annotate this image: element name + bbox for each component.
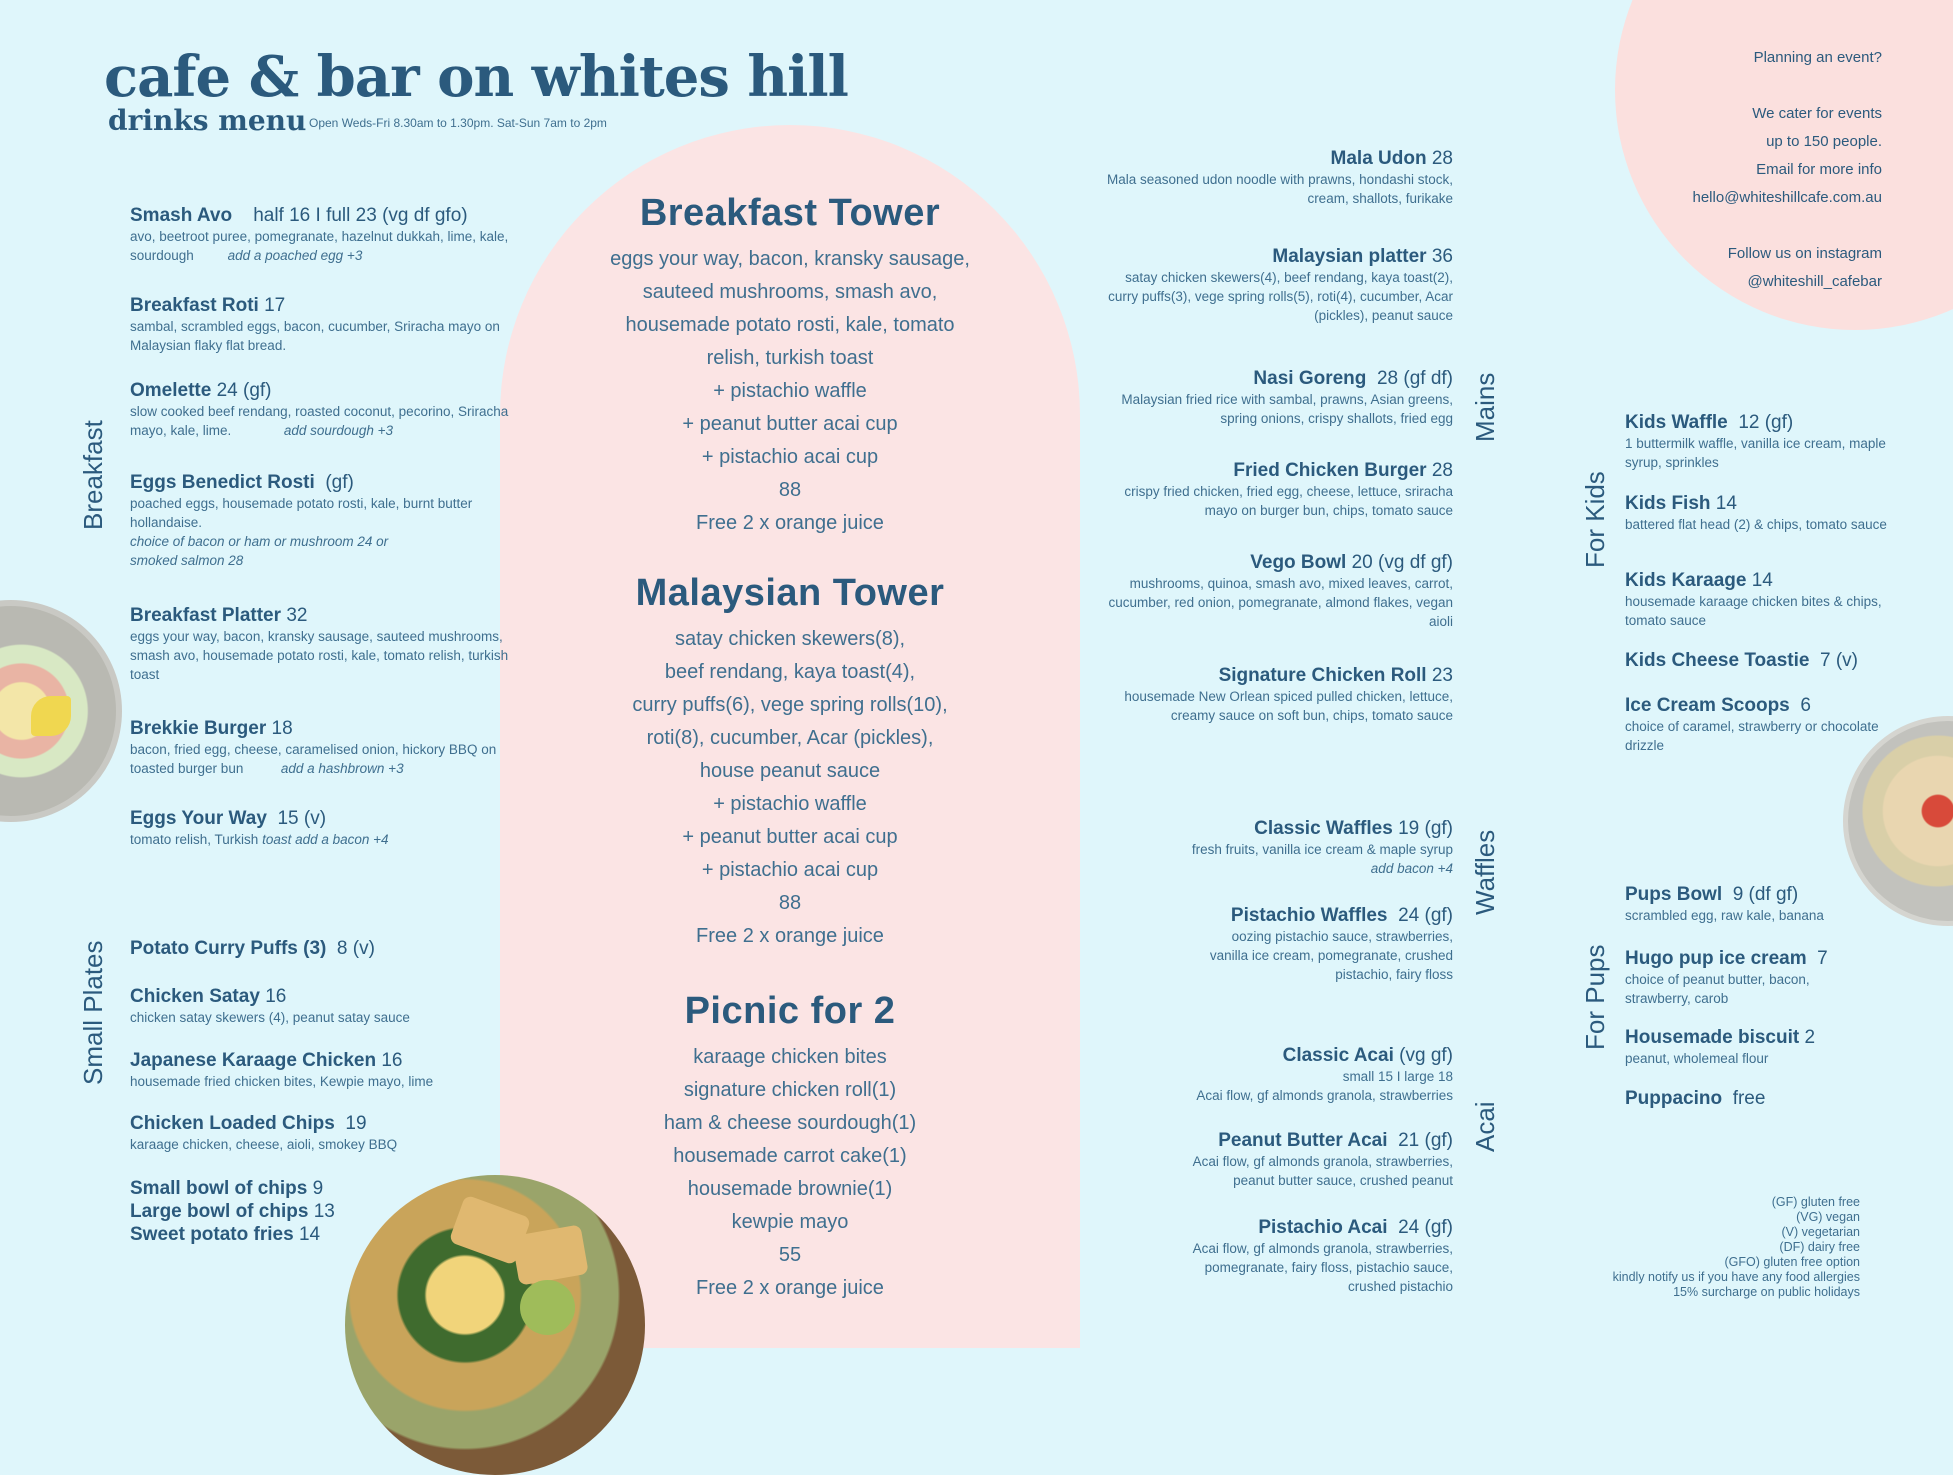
item-desc: housemade fried chicken bites, Kewpie mayo, lime: [130, 1074, 434, 1089]
item-note: add sourdough +3: [283, 423, 394, 438]
item-desc: crispy fried chicken, fried egg, cheese, lettuce, sriracha mayo on burger bun, chips, tomato sauce: [1124, 484, 1453, 518]
breakfast-tower: [515, 192, 1065, 540]
tower-line: sauteed mushrooms, smash avo,: [642, 281, 938, 303]
item-price: 7: [1817, 948, 1828, 969]
menu-item: [1625, 1027, 1875, 1068]
tower-line: Free 2 x orange juice: [696, 1277, 884, 1299]
tower-line: relish, turkish toast: [706, 347, 874, 369]
tower-price: 88: [778, 479, 802, 501]
item-price: 24 (gf): [1398, 1217, 1453, 1238]
item-name: Potato Curry Puffs (3): [130, 938, 327, 959]
item-name: Kids Karaage: [1625, 570, 1747, 591]
menu-item-group: [130, 1177, 510, 1246]
tower-lines: [515, 1041, 1065, 1305]
item-name: Omelette: [130, 380, 212, 401]
item-price: 14: [1715, 493, 1737, 514]
tower-line: + pistachio acai cup: [701, 859, 879, 881]
event-line: We cater for events: [1752, 105, 1882, 122]
item-price: 28: [1431, 148, 1453, 169]
malaysian-tower: [515, 572, 1065, 953]
menu-item: [1093, 1217, 1453, 1296]
menu-item: [130, 295, 510, 355]
menu-item: [130, 605, 510, 684]
breakfast-plate-photo: [0, 600, 122, 822]
menu-item: [130, 938, 510, 960]
event-line: up to 150 people.: [1766, 133, 1882, 150]
item-desc: satay chicken skewers(4), beef rendang, kaya toast(2), curry puffs(3), vege spring rolls(5), roti(4), cucumber, Acar (pickles), peanut sauce: [1108, 270, 1453, 323]
item-name: Puppacino: [1625, 1088, 1723, 1109]
tower-price: 88: [778, 892, 802, 914]
menu-item: [1625, 1088, 1875, 1110]
tower-line: + pistachio waffle: [713, 793, 867, 815]
legend-line: (VG) vegan: [1796, 1210, 1860, 1224]
item-price: 13: [313, 1201, 335, 1222]
tower-line: Free 2 x orange juice: [696, 512, 884, 534]
tower-title: Picnic for 2: [684, 990, 896, 1032]
tower-line: ham & cheese sourdough(1): [663, 1112, 917, 1134]
item-name: Peanut Butter Acai: [1218, 1130, 1388, 1151]
event-line: Follow us on instagram: [1727, 245, 1882, 262]
item-price: 16: [381, 1050, 403, 1071]
menu-subtitle: drinks menu: [108, 104, 307, 137]
item-desc: chicken satay skewers (4), peanut satay sauce: [130, 1010, 410, 1025]
section-label-for-pups: For Pups: [1580, 944, 1610, 1050]
section-label-acai: Acai: [1470, 1101, 1500, 1152]
menu-item: [1093, 818, 1453, 878]
item-note: add bacon +4: [1370, 861, 1453, 876]
item-price: 24 (gf): [216, 380, 272, 401]
item-price: 7 (v): [1820, 650, 1858, 671]
item-note: choice of bacon or ham or mushroom 24 or smoked salmon 28: [130, 534, 389, 568]
item-name: Sweet potato fries: [130, 1224, 294, 1245]
tower-line: satay chicken skewers(8),: [674, 628, 906, 650]
item-name: Classic Acai: [1282, 1045, 1394, 1066]
menu-item: [1625, 884, 1875, 925]
item-price: 28: [1431, 460, 1453, 481]
menu-item: [1093, 246, 1453, 325]
item-price: 19 (gf): [1398, 818, 1453, 839]
menu-item: [1093, 148, 1453, 208]
tower-line: + pistachio acai cup: [701, 446, 879, 468]
dietary-legend: [1560, 1195, 1860, 1300]
item-name: Eggs Your Way: [130, 808, 267, 829]
opening-hours: Open Weds-Fri 8.30am to 1.30pm. Sat-Sun 7am to 2pm: [309, 116, 607, 130]
menu-item: [1093, 368, 1453, 428]
event-info: [1600, 44, 1882, 296]
tower-line: + peanut butter acai cup: [682, 826, 898, 848]
item-name: Smash Avo: [130, 205, 233, 226]
item-price: 36: [1431, 246, 1453, 267]
item-desc: housemade New Orlean spiced pulled chicken, lettuce, creamy sauce on soft bun, chips, tomato sauce: [1124, 689, 1453, 723]
menu-item: [130, 472, 510, 570]
tower-title: Malaysian Tower: [635, 572, 945, 614]
item-desc: mushrooms, quinoa, smash avo, mixed leaves, carrot, cucumber, red onion, pomegranate, almond flakes, vegan aioli: [1108, 576, 1453, 629]
tower-line: roti(8), cucumber, Acar (pickles),: [646, 727, 934, 749]
tower-lines: [515, 623, 1065, 953]
menu-item: [1093, 665, 1453, 725]
item-price: 24 (gf): [1398, 905, 1453, 926]
item-desc: Acai flow, gf almonds granola, strawberries, peanut butter sauce, crushed peanut: [1192, 1154, 1453, 1188]
item-name: Kids Cheese Toastie: [1625, 650, 1810, 671]
menu-item: [1093, 905, 1453, 984]
menu-item: [1625, 650, 1895, 672]
tower-line: karaage chicken bites: [693, 1046, 887, 1068]
section-label-for-kids: For Kids: [1580, 471, 1610, 568]
tower-line: kewpie mayo: [731, 1211, 849, 1233]
item-price: 14: [298, 1224, 321, 1245]
item-name: Mala Udon: [1330, 148, 1427, 169]
item-price: half 16 I full 23 (vg df gfo): [253, 205, 468, 226]
item-desc: slow cooked beef rendang, roasted coconut, pecorino, Sriracha mayo, kale, lime.: [130, 404, 509, 438]
item-desc: poached eggs, housemade potato rosti, kale, burnt butter hollandaise.: [130, 496, 473, 530]
item-name: Breakfast Platter: [130, 605, 282, 626]
item-desc: bacon, fried egg, cheese, caramelised onion, hickory BBQ on toasted burger bun: [130, 742, 497, 776]
tower-lines: [515, 243, 1065, 540]
event-line: [1600, 72, 1882, 100]
item-name: Pistachio Waffles: [1230, 905, 1388, 926]
menu-item: [1093, 460, 1453, 520]
event-line: Email for more info: [1756, 161, 1882, 178]
item-name: Housemade biscuit: [1625, 1027, 1800, 1048]
legend-line: kindly notify us if you have any food allergies: [1612, 1270, 1860, 1284]
event-line: [1600, 212, 1882, 240]
item-desc: oozing pistachio sauce, strawberries, vanilla ice cream, pomegranate, crushed pistachio, fairy floss: [1209, 929, 1453, 982]
item-desc: eggs your way, bacon, kransky sausage, sauteed mushrooms, smash avo, housemade potato rosti, kale, tomato relish, turkish toast: [130, 629, 509, 682]
section-label-small-plates: Small Plates: [78, 940, 108, 1085]
menu-item: [1093, 1045, 1453, 1105]
menu-item: [130, 380, 510, 440]
item-name: Ice Cream Scoops: [1625, 695, 1790, 716]
item-name: Pups Bowl: [1625, 884, 1723, 905]
item-desc: choice of peanut butter, bacon, strawberry, carob: [1625, 972, 1810, 1006]
legend-line: (GFO) gluten free option: [1724, 1255, 1860, 1269]
legend-line: (GF) gluten free: [1771, 1195, 1860, 1209]
event-email-link[interactable]: hello@whiteshillcafe.com.au: [1692, 189, 1882, 206]
event-line: Planning an event?: [1753, 49, 1882, 66]
item-desc: Malaysian fried rice with sambal, prawns, Asian greens, spring onions, crispy shallots, fried egg: [1121, 392, 1453, 426]
item-price: 28 (gf df): [1376, 368, 1453, 389]
tower-line: housemade potato rosti, kale, tomato: [625, 314, 955, 336]
item-price: 17: [264, 295, 286, 316]
menu-item: [1625, 412, 1895, 472]
tower-line: + pistachio waffle: [713, 380, 867, 402]
menu-item: [1625, 695, 1895, 755]
item-price: free: [1732, 1088, 1766, 1109]
item-desc: peanut, wholemeal flour: [1625, 1051, 1769, 1066]
item-name: Chicken Loaded Chips: [130, 1113, 335, 1134]
menu-item: [1625, 493, 1895, 534]
item-name: Large bowl of chips: [130, 1201, 309, 1222]
item-desc: sambal, scrambled eggs, bacon, cucumber, Sriracha mayo on Malaysian flaky flat bread.: [130, 319, 500, 353]
legend-line: (V) vegetarian: [1781, 1225, 1860, 1239]
instagram-handle-link[interactable]: @whiteshill_cafebar: [1747, 273, 1882, 290]
item-price: 16: [265, 986, 287, 1007]
tower-line: beef rendang, kaya toast(4),: [664, 661, 916, 683]
item-price: 9: [312, 1178, 324, 1199]
item-name: Brekkie Burger: [130, 718, 267, 739]
menu-item: [1625, 948, 1875, 1008]
item-name: Nasi Goreng: [1253, 368, 1367, 389]
picnic-for-2: [515, 990, 1065, 1305]
tower-line: eggs your way, bacon, kransky sausage,: [610, 248, 970, 270]
menu-item: [1093, 552, 1453, 631]
item-desc: battered flat head (2) & chips, tomato sauce: [1625, 517, 1887, 532]
menu-item: [130, 986, 510, 1027]
item-name: Malaysian platter: [1272, 246, 1427, 267]
item-desc: 1 buttermilk waffle, vanilla ice cream, maple syrup, sprinkles: [1625, 436, 1886, 470]
section-label-waffles: Waffles: [1470, 829, 1500, 915]
item-desc: choice of caramel, strawberry or chocolate drizzle: [1625, 719, 1879, 753]
item-desc: Acai flow, gf almonds granola, strawberries, pomegranate, fairy floss, pistachio sauce, crushed pistachio: [1192, 1241, 1453, 1294]
item-price: 2: [1804, 1027, 1816, 1048]
item-desc: avo, beetroot puree, pomegranate, hazelnut dukkah, lime, kale, sourdough: [130, 229, 509, 263]
item-name: Classic Waffles: [1254, 818, 1393, 839]
section-label-mains: Mains: [1470, 372, 1500, 442]
item-desc: small 15 I large 18 Acai flow, gf almonds granola, strawberries: [1196, 1069, 1453, 1103]
item-desc: Mala seasoned udon noodle with prawns, hondashi stock, cream, shallots, furikake: [1107, 172, 1453, 206]
item-name: Japanese Karaage Chicken: [130, 1050, 377, 1071]
legend-line: (DF) dairy free: [1779, 1240, 1860, 1254]
menu-item: [130, 1113, 510, 1154]
legend-line: 15% surcharge on public holidays: [1673, 1285, 1860, 1299]
item-name: Vego Bowl: [1250, 552, 1347, 573]
item-name: Signature Chicken Roll: [1218, 665, 1427, 686]
item-price: 8 (v): [336, 938, 375, 959]
item-price: 9 (df gf): [1732, 884, 1799, 905]
tower-line: house peanut sauce: [699, 760, 881, 782]
menu-item: [1093, 1130, 1453, 1190]
tower-line: housemade brownie(1): [687, 1178, 893, 1200]
tower-line: housemade carrot cake(1): [673, 1145, 907, 1167]
tower-price: 55: [778, 1244, 802, 1266]
tower-title: Breakfast Tower: [639, 192, 941, 234]
item-name: Eggs Benedict Rosti: [130, 472, 315, 493]
menu-item: [130, 205, 510, 265]
item-price: 15 (v): [277, 808, 327, 829]
tower-line: signature chicken roll(1): [683, 1079, 897, 1101]
item-name: Pistachio Acai: [1258, 1217, 1388, 1238]
item-name: Breakfast Roti: [130, 295, 259, 316]
item-desc: fresh fruits, vanilla ice cream & maple syrup: [1191, 842, 1453, 857]
tower-line: curry puffs(6), vege spring rolls(10),: [632, 694, 948, 716]
item-price: 18: [271, 718, 293, 739]
item-name: Small bowl of chips: [130, 1178, 308, 1199]
item-note: add a poached egg +3: [227, 248, 363, 263]
item-price: 20 (vg df gf): [1351, 552, 1453, 573]
item-desc: housemade karaage chicken bites & chips, tomato sauce: [1625, 594, 1882, 628]
section-label-breakfast: Breakfast: [78, 420, 108, 530]
menu-item: [130, 808, 510, 849]
item-price: 19: [345, 1113, 367, 1134]
menu-item: [130, 1050, 510, 1091]
item-name: Kids Fish: [1625, 493, 1711, 514]
item-price: 6: [1800, 695, 1811, 716]
item-note: toast add a bacon +4: [262, 832, 389, 847]
item-price: (gf): [325, 472, 354, 493]
item-price: 12 (gf): [1738, 412, 1794, 433]
item-price: 14: [1751, 570, 1773, 591]
item-desc: karaage chicken, cheese, aioli, smokey BBQ: [130, 1137, 398, 1152]
menu-item: [130, 718, 510, 778]
item-note: add a hashbrown +3: [280, 761, 404, 776]
item-price: 23: [1431, 665, 1453, 686]
cafe-title: cafe & bar on whites hill: [104, 44, 848, 110]
item-name: Hugo pup ice cream: [1625, 948, 1807, 969]
tower-line: Free 2 x orange juice: [696, 925, 884, 947]
item-price: 21 (gf): [1398, 1130, 1453, 1151]
item-desc: tomato relish, Turkish: [130, 832, 259, 847]
item-price: (vg gf): [1399, 1045, 1453, 1066]
item-desc: scrambled egg, raw kale, banana: [1625, 908, 1824, 923]
item-name: Chicken Satay: [130, 986, 260, 1007]
item-name: Fried Chicken Burger: [1233, 460, 1427, 481]
item-price: 32: [286, 605, 308, 626]
tower-line: + peanut butter acai cup: [682, 413, 898, 435]
item-name: Kids Waffle: [1625, 412, 1728, 433]
menu-item: [1625, 570, 1895, 630]
